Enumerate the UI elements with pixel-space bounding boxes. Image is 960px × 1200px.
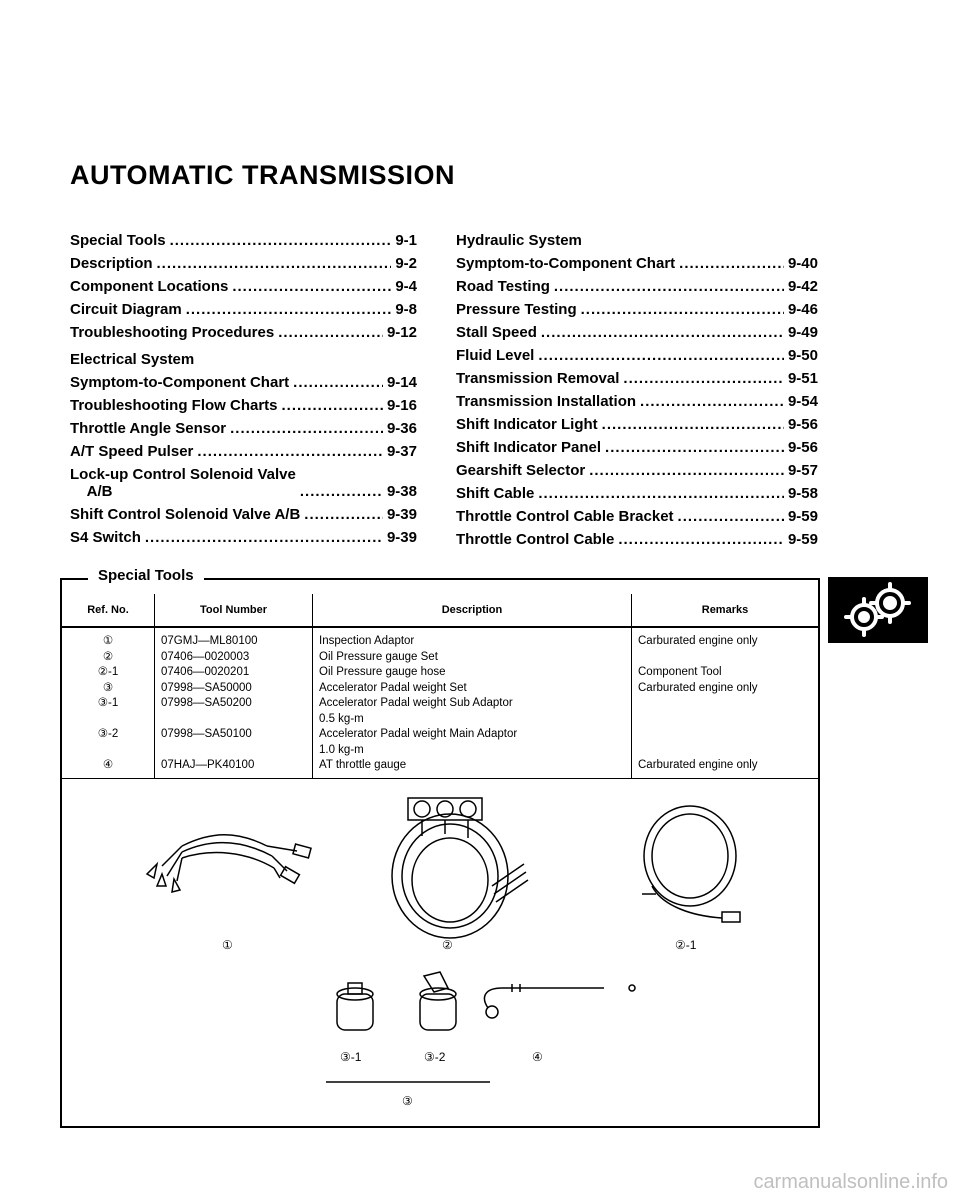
special-tools-box xyxy=(60,567,820,1128)
table-row xyxy=(62,627,818,778)
toc-item[interactable]: Throttle Control Cable ..... 9-59 xyxy=(456,525,818,548)
toc-item[interactable]: Circuit Diagram ..... 9-8 xyxy=(70,295,417,318)
ref-cell: ① ② ②-1 ③ ③-1 ③-2 ④ xyxy=(62,627,155,778)
toc-item[interactable]: Symptom-to-Component Chart ..... 9-14 xyxy=(70,368,417,391)
caption-4: ④ xyxy=(532,1050,543,1064)
tools-illustration xyxy=(62,776,818,1126)
toc-item[interactable]: Fluid Level ..... 9-50 xyxy=(456,341,818,364)
toc-item[interactable]: Shift Indicator Panel ..... 9-56 xyxy=(456,433,818,456)
toc-item[interactable]: Throttle Angle Sensor ..... 9-36 xyxy=(70,414,417,437)
caption-3-2: ③-2 xyxy=(424,1050,446,1064)
remarks-cell: Carburated engine only Component Tool Carburated engine only Carburated engine only xyxy=(632,627,819,778)
description-cell: Inspection Adaptor Oil Pressure gauge Set Oil Pressure gauge hose Accelerator Padal weight Set Accelerator Padal weight Sub Adaptor 0.5 kg-m Accelerator Padal weight Main Adaptor 1.0 kg-m AT throttle gauge xyxy=(313,627,632,778)
caption-2: ② xyxy=(442,938,453,952)
tools-drawing xyxy=(62,776,818,1126)
toc-item[interactable]: Description ..... 9-2 xyxy=(70,249,417,272)
pressure-hose-icon xyxy=(642,806,740,922)
tool-number-cell: 07GMJ—ML80100 07406—0020003 07406—0020201 07998—SA50000 07998—SA50200 07998—SA50100 07HAJ—PK40100 xyxy=(155,627,313,778)
col-header-ref: Ref. No. xyxy=(62,594,155,627)
toc-item[interactable]: Troubleshooting Procedures ..... 9-12 xyxy=(70,318,417,341)
toc-item[interactable]: A/T Speed Pulser ..... 9-37 xyxy=(70,437,417,460)
toc-item[interactable]: Transmission Installation ..... 9-54 xyxy=(456,387,818,410)
toc-item[interactable]: Symptom-to-Component Chart ..... 9-40 xyxy=(456,249,818,272)
special-tools-title: Special Tools xyxy=(88,567,204,584)
toc-item[interactable]: Throttle Control Cable Bracket ..... 9-59 xyxy=(456,502,818,525)
toc-item[interactable]: Shift Control Solenoid Valve A/B ..... 9-39 xyxy=(70,500,417,523)
toc-item[interactable]: Pressure Testing ..... 9-46 xyxy=(456,295,818,318)
toc-right xyxy=(456,226,818,548)
inspection-adaptor-icon xyxy=(147,835,311,892)
caption-3-1: ③-1 xyxy=(340,1050,362,1064)
toc-item[interactable]: Shift Indicator Light ..... 9-56 xyxy=(456,410,818,433)
toc-item[interactable]: Transmission Removal ..... 9-51 xyxy=(456,364,818,387)
col-header-number: Tool Number xyxy=(155,594,313,627)
toc-item[interactable]: Gearshift Selector ..... 9-57 xyxy=(456,456,818,479)
toc-left xyxy=(70,226,417,546)
toc-item[interactable]: Shift Cable ..... 9-58 xyxy=(456,479,818,502)
toc-section-heading: Hydraulic System xyxy=(456,232,582,249)
throttle-gauge-icon xyxy=(484,984,635,1018)
caption-1: ① xyxy=(222,938,233,952)
toc-section-heading: Electrical System xyxy=(70,351,195,368)
special-tools-table xyxy=(62,594,818,779)
watermark: carmanualsonline.info xyxy=(753,1171,948,1193)
col-header-remarks: Remarks xyxy=(632,594,819,627)
weight-main-adaptor-icon xyxy=(420,972,456,1030)
pressure-gauge-set-icon xyxy=(392,798,528,938)
toc-item[interactable]: Lock-up Control Solenoid Valve A/B ..... 9-38 xyxy=(70,460,417,500)
toc-item[interactable]: Component Locations ..... 9-4 xyxy=(70,272,417,295)
toc-item[interactable]: Special Tools ..... 9-1 xyxy=(70,226,417,249)
toc-item[interactable]: Troubleshooting Flow Charts ..... 9-16 xyxy=(70,391,417,414)
toc-item[interactable]: Stall Speed ..... 9-49 xyxy=(456,318,818,341)
caption-3: ③ xyxy=(402,1094,413,1108)
toc-item[interactable]: S4 Switch ..... 9-39 xyxy=(70,523,417,546)
weight-sub-adaptor-icon xyxy=(337,983,373,1030)
caption-2-1: ②-1 xyxy=(675,938,697,952)
col-header-desc: Description xyxy=(313,594,632,627)
toc-item[interactable]: Road Testing ..... 9-42 xyxy=(456,272,818,295)
transmission-gear-icon xyxy=(828,577,928,643)
page-title: AUTOMATIC TRANSMISSION xyxy=(70,160,455,190)
